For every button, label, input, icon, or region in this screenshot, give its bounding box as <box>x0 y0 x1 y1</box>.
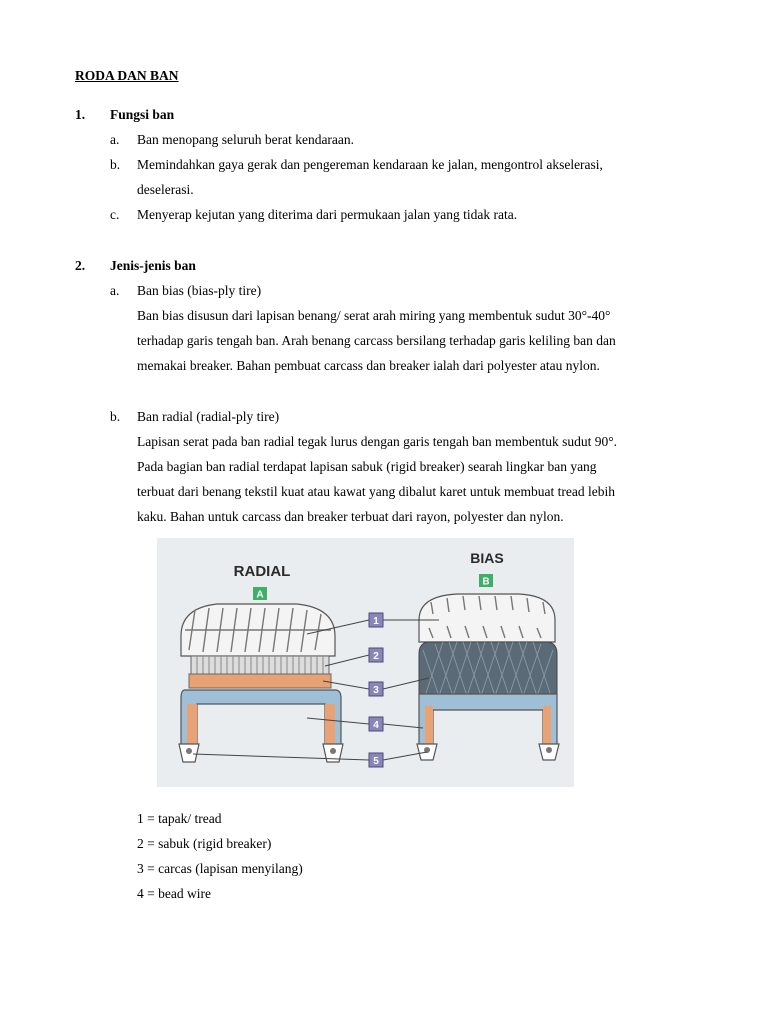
callout-4 <box>369 717 383 731</box>
callout-2 <box>369 648 383 662</box>
section-2-item-b-line3: terbuat dari benang tekstil kuat atau kawat yang dibalut karet untuk membuat tread lebih <box>137 484 615 499</box>
svg-text:4: 4 <box>373 720 379 731</box>
section-1-item-b-letter: b. <box>110 157 121 172</box>
svg-text:1: 1 <box>373 616 379 627</box>
legend-item-4: 4 = bead wire <box>137 886 211 901</box>
section-2-item-a-title: Ban bias (bias-ply tire) <box>137 283 262 298</box>
radial-badge-letter: A <box>256 589 264 601</box>
callout-5 <box>369 753 383 767</box>
section-1-number: 1. <box>75 107 86 122</box>
svg-text:2: 2 <box>373 651 379 662</box>
section-2-item-a-letter: a. <box>110 283 120 298</box>
callout-1 <box>369 613 383 627</box>
section-2-item-a-line1: Ban bias disusun dari lapisan benang/ serat arah miring yang membentuk sudut 30°-40° <box>137 308 611 323</box>
section-2-number: 2. <box>75 258 86 273</box>
section-2-item-a-line3: memakai breaker. Bahan pembuat carcass dan breaker ialah dari polyester atau nylon. <box>137 358 600 373</box>
section-1-item-a-letter: a. <box>110 132 120 147</box>
section-1-item-c-letter: c. <box>110 207 120 222</box>
document-title: RODA DAN BAN <box>75 68 179 83</box>
callout-3 <box>369 682 383 696</box>
section-2-heading: Jenis-jenis ban <box>110 258 196 273</box>
radial-label: RADIAL <box>233 563 291 580</box>
svg-text:3: 3 <box>373 685 379 696</box>
section-2-item-b-title: Ban radial (radial-ply tire) <box>137 409 280 424</box>
bias-badge-letter: B <box>482 576 490 588</box>
section-1-item-b-text-line2: deselerasi. <box>137 182 194 197</box>
bias-tire-illustration <box>417 594 559 760</box>
section-1-item-c-text: Menyerap kejutan yang diterima dari permukaan jalan yang tidak rata. <box>137 207 518 222</box>
section-2-item-b-line4: kaku. Bahan untuk carcass dan breaker terbuat dari rayon, polyester dan nylon. <box>137 509 564 524</box>
legend-item-1: 1 = tapak/ tread <box>137 811 222 826</box>
section-1-heading: Fungsi ban <box>110 107 175 122</box>
section-2-item-b-line1: Lapisan serat pada ban radial tegak lurus dengan garis tengah ban membentuk sudut 90°. <box>137 434 618 449</box>
svg-text:5: 5 <box>373 756 379 767</box>
tire-diagram-figure <box>157 538 574 787</box>
legend-item-2: 2 = sabuk (rigid breaker) <box>137 836 272 851</box>
radial-tire-illustration <box>179 604 343 762</box>
section-1-item-b-text-line1: Memindahkan gaya gerak dan pengereman kendaraan ke jalan, mengontrol akselerasi, <box>137 157 603 172</box>
section-1-item-a-text: Ban menopang seluruh berat kendaraan. <box>137 132 355 147</box>
bias-label: BIAS <box>470 550 504 566</box>
section-2-item-b-letter: b. <box>110 409 121 424</box>
legend-item-3: 3 = carcas (lapisan menyilang) <box>137 861 303 876</box>
section-2-item-b-line2: Pada bagian ban radial terdapat lapisan sabuk (rigid breaker) searah lingkar ban yang <box>137 459 597 474</box>
section-2-item-a-line2: terhadap garis tengah ban. Arah benang carcass bersilang terhadap garis keliling ban dan <box>137 333 616 348</box>
